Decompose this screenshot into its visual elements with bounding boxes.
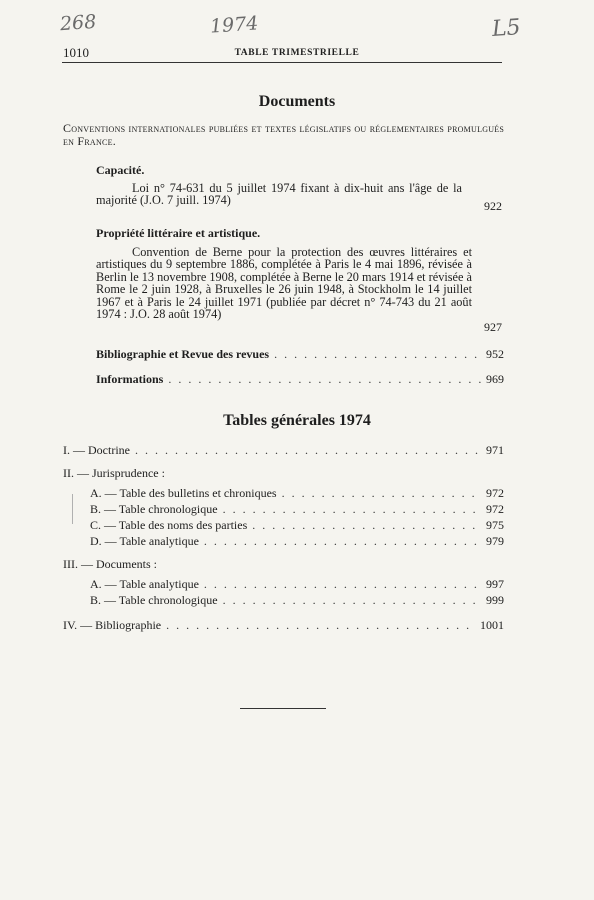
table-item-page: 972 <box>486 486 504 500</box>
table-bibliographie <box>63 618 504 633</box>
table-doctrine <box>63 443 504 458</box>
table-item-page: 975 <box>486 518 504 532</box>
entry-bibliographie-page: 952 <box>486 347 504 361</box>
section-title-documents: Documents <box>258 93 336 110</box>
leader-dots <box>168 372 481 387</box>
handwritten-note-268: 268 <box>59 10 97 36</box>
entry-capacite-page: 922 <box>484 199 502 213</box>
leader-dots <box>223 593 481 608</box>
table-item-page: 979 <box>486 534 504 548</box>
leader-dots <box>282 486 481 501</box>
pencil-mark <box>72 494 73 524</box>
entry-informations-page: 969 <box>486 372 504 386</box>
heading-propriete: Propriété littéraire et artistique. <box>96 226 261 240</box>
leader-dots <box>223 502 481 517</box>
entry-informations <box>96 372 504 387</box>
handwritten-note-1974: 1974 <box>209 12 260 38</box>
table-documents-a <box>90 577 504 592</box>
table-item-label: C. — Table des noms des parties <box>90 518 248 532</box>
table-doctrine-page: 971 <box>486 443 504 457</box>
leader-dots <box>204 534 481 549</box>
entry-bibliographie-label: Bibliographie et Revue des revues <box>96 347 270 361</box>
entry-informations-label: Informations <box>96 372 164 386</box>
table-item-page: 997 <box>486 577 504 591</box>
table-jurisprudence-label: II. — Jurisprudence : <box>63 466 165 480</box>
leader-dots <box>204 577 481 592</box>
table-documents-b <box>90 593 504 608</box>
entry-bibliographie <box>96 347 504 362</box>
end-rule <box>240 708 326 709</box>
section-title-tables: Tables générales 1974 <box>223 412 371 429</box>
entry-propriete-text: Convention de Berne pour la protection des œuvres littéraires et artistiques du 9 septembre 1886, complétée à Paris le 4 mai 1896, révisée à Berlin le 13 novembre 1908, complétée à Berne le 20 mars 1914 et révisée à Rome le 2 juin 1928, à Bruxelles le 26 juin 1948, à Stockholm le 14 juillet 1967 et à Paris le 24 juillet 1971 (publiée par décret n° 74-743 du 21 août 1974 : J.O. 28 août 1974) <box>96 245 472 322</box>
leader-dots <box>135 443 481 458</box>
heading-capacite: Capacité. <box>96 163 145 177</box>
entry-propriete-page: 927 <box>484 320 502 334</box>
table-doctrine-label: I. — Doctrine <box>63 443 130 457</box>
table-item-label: A. — Table des bulletins et chroniques <box>90 486 277 500</box>
table-item-page: 999 <box>486 593 504 607</box>
table-bibliographie-page: 1001 <box>480 618 504 632</box>
table-jurisprudence-d <box>90 534 504 549</box>
table-item-page: 972 <box>486 502 504 516</box>
page-number: 1010 <box>63 45 89 60</box>
table-item-label: B. — Table chronologique <box>90 502 218 516</box>
table-item-label: A. — Table analytique <box>90 577 199 591</box>
table-bibliographie-label: IV. — Bibliographie <box>63 618 162 632</box>
table-jurisprudence-a <box>90 486 504 501</box>
handwritten-note-l5: L5 <box>491 15 522 42</box>
leader-dots <box>274 347 481 362</box>
entry-capacite-text: Loi n° 74-631 du 5 juillet 1974 fixant à dix-huit ans l'âge de la majorité (J.O. 7 juill. 1974) <box>96 181 462 208</box>
table-jurisprudence-b <box>90 502 504 517</box>
leader-dots <box>252 518 481 533</box>
header-rule <box>62 62 502 63</box>
leader-dots <box>166 618 475 633</box>
running-head: TABLE TRIMESTRIELLE <box>234 48 360 58</box>
documents-intro: Conventions internationales publiées et textes législatifs ou réglementaires promulgués en France. <box>63 121 505 148</box>
table-item-label: D. — Table analytique <box>90 534 199 548</box>
table-jurisprudence-c <box>90 518 504 533</box>
table-documents-label: III. — Documents : <box>63 557 157 571</box>
table-item-label: B. — Table chronologique <box>90 593 218 607</box>
